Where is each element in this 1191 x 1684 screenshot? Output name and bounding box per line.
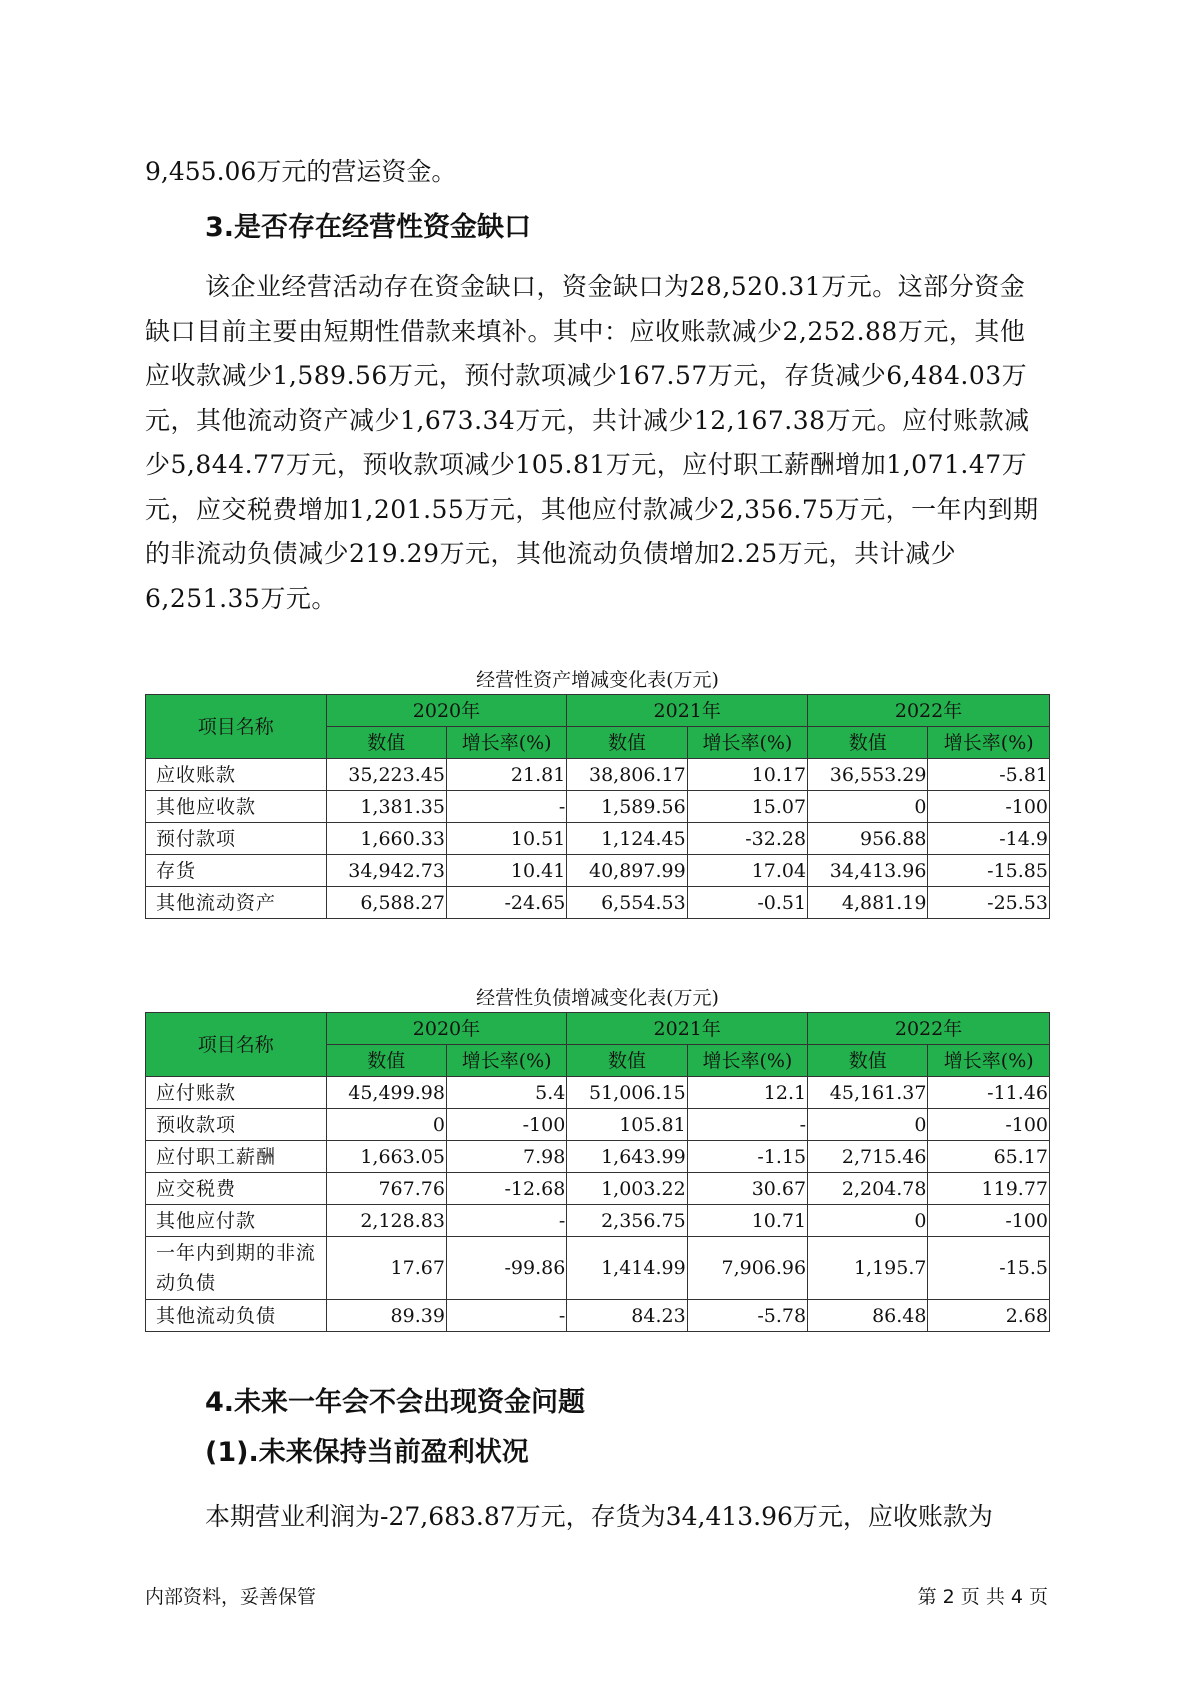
row-label: 其他应付款 bbox=[146, 1205, 327, 1237]
table-row bbox=[146, 1237, 1050, 1300]
year-header: 2020年 bbox=[326, 1013, 567, 1045]
table-cell: -99.86 bbox=[446, 1237, 566, 1300]
table-cell: 21.81 bbox=[446, 759, 566, 791]
table-cell: -0.51 bbox=[687, 887, 807, 919]
table-cell: 38,806.17 bbox=[567, 759, 687, 791]
table-row bbox=[146, 1077, 1050, 1109]
table-cell: 767.76 bbox=[326, 1173, 446, 1205]
item-name-header: 项目名称 bbox=[146, 1013, 327, 1077]
table-cell: 40,897.99 bbox=[567, 855, 687, 887]
table-cell: 2.68 bbox=[928, 1300, 1050, 1332]
table-cell: 119.77 bbox=[928, 1173, 1050, 1205]
table-cell: 2,128.83 bbox=[326, 1205, 446, 1237]
growth-header: 增长率(%) bbox=[687, 727, 807, 759]
row-label: 其他流动负债 bbox=[146, 1300, 327, 1332]
section4-subheading: (1).未来保持当前盈利状况 bbox=[205, 1437, 529, 1468]
table-cell: -15.5 bbox=[928, 1237, 1050, 1300]
growth-header: 增长率(%) bbox=[446, 1045, 566, 1077]
table-cell: 10.71 bbox=[687, 1205, 807, 1237]
row-label: 应付职工薪酬 bbox=[146, 1141, 327, 1173]
table-cell: 65.17 bbox=[928, 1141, 1050, 1173]
section3-paragraph: 该企业经营活动存在资金缺口，资金缺口为28,520.31万元。这部分资金缺口目前主要由短期性借款来填补。其中：应收账款减少2,252.88万元，其他应收款减少1,589.56万元，预付款项减少167.57万元，存货减少6,484.03万元，其他流动资产减少1,673.34万元，共计减少12,167.38万元。应付账款减少5,844.77万元，预收款项减少105.81万元，应付职工薪酬增加1,071.47万元，应交税费增加1,201.55万元，其他应付款减少2,356.75万元，一年内到期的非流动负债减少219.29万元，其他流动负债增加2.25万元，共计减少6,251.35万元。 bbox=[145, 272, 1039, 613]
table-cell: 51,006.15 bbox=[567, 1077, 687, 1109]
table-cell: 34,942.73 bbox=[326, 855, 446, 887]
table-row bbox=[146, 1141, 1050, 1173]
row-label: 存货 bbox=[146, 855, 327, 887]
table-cell: 1,589.56 bbox=[567, 791, 687, 823]
year-header: 2022年 bbox=[808, 1013, 1050, 1045]
row-label: 一年内到期的非流动负债 bbox=[146, 1237, 327, 1300]
value-header: 数值 bbox=[326, 727, 446, 759]
table-cell: 15.07 bbox=[687, 791, 807, 823]
table-cell: 105.81 bbox=[567, 1109, 687, 1141]
table-cell: 17.67 bbox=[326, 1237, 446, 1300]
year-header: 2021年 bbox=[567, 1013, 808, 1045]
table-cell: -24.65 bbox=[446, 887, 566, 919]
table-cell: 84.23 bbox=[567, 1300, 687, 1332]
value-header: 数值 bbox=[567, 727, 687, 759]
table-cell: 7,906.96 bbox=[687, 1237, 807, 1300]
year-header: 2020年 bbox=[326, 695, 567, 727]
table-cell: -1.15 bbox=[687, 1141, 807, 1173]
table-row bbox=[146, 759, 1050, 791]
table-row bbox=[146, 1205, 1050, 1237]
row-label: 应交税费 bbox=[146, 1173, 327, 1205]
table-cell: 89.39 bbox=[326, 1300, 446, 1332]
table-cell: 2,204.78 bbox=[808, 1173, 928, 1205]
table-cell: 1,643.99 bbox=[567, 1141, 687, 1173]
section4-paragraph: 本期营业利润为-27,683.87万元，存货为34,413.96万元，应收账款为 bbox=[205, 1502, 993, 1531]
table-row bbox=[146, 791, 1050, 823]
table-cell: -100 bbox=[928, 1205, 1050, 1237]
growth-header: 增长率(%) bbox=[446, 727, 566, 759]
row-label: 其他应收款 bbox=[146, 791, 327, 823]
table-cell: 4,881.19 bbox=[808, 887, 928, 919]
growth-header: 增长率(%) bbox=[687, 1045, 807, 1077]
page-number: 第 2 页 共 4 页 bbox=[917, 1586, 1048, 1608]
table-cell: 34,413.96 bbox=[808, 855, 928, 887]
growth-header: 增长率(%) bbox=[928, 1045, 1050, 1077]
table-cell: -100 bbox=[928, 1109, 1050, 1141]
table-cell: 1,660.33 bbox=[326, 823, 446, 855]
row-label: 应付账款 bbox=[146, 1077, 327, 1109]
table-cell: 1,003.22 bbox=[567, 1173, 687, 1205]
table-cell: 1,381.35 bbox=[326, 791, 446, 823]
row-label: 其他流动资产 bbox=[146, 887, 327, 919]
table-row bbox=[146, 1173, 1050, 1205]
table-cell: 0 bbox=[326, 1109, 446, 1141]
year-header: 2022年 bbox=[808, 695, 1050, 727]
table-row bbox=[146, 1300, 1050, 1332]
table-cell: 7.98 bbox=[446, 1141, 566, 1173]
table-cell: -5.81 bbox=[928, 759, 1050, 791]
table-row bbox=[146, 855, 1050, 887]
footer-note: 内部资料，妥善保管 bbox=[145, 1586, 317, 1608]
table-row bbox=[146, 823, 1050, 855]
table-cell: -32.28 bbox=[687, 823, 807, 855]
table-cell: 0 bbox=[808, 791, 928, 823]
table-cell: 6,588.27 bbox=[326, 887, 446, 919]
table-cell: -14.9 bbox=[928, 823, 1050, 855]
table-cell: 10.17 bbox=[687, 759, 807, 791]
table-cell: 6,554.53 bbox=[567, 887, 687, 919]
table-cell: 0 bbox=[808, 1205, 928, 1237]
table-cell: 10.41 bbox=[446, 855, 566, 887]
table-cell: 10.51 bbox=[446, 823, 566, 855]
table-cell: 36,553.29 bbox=[808, 759, 928, 791]
table-cell: -11.46 bbox=[928, 1077, 1050, 1109]
intro-text: 9,455.06万元的营运资金。 bbox=[145, 157, 457, 186]
table-cell: -100 bbox=[446, 1109, 566, 1141]
table-cell: -25.53 bbox=[928, 887, 1050, 919]
row-label: 预付款项 bbox=[146, 823, 327, 855]
row-label: 预收款项 bbox=[146, 1109, 327, 1141]
table-cell: 1,124.45 bbox=[567, 823, 687, 855]
section3-heading: 3.是否存在经营性资金缺口 bbox=[205, 212, 532, 243]
table-cell: 5.4 bbox=[446, 1077, 566, 1109]
table-cell: 1,663.05 bbox=[326, 1141, 446, 1173]
table-cell: 45,499.98 bbox=[326, 1077, 446, 1109]
table-cell: 956.88 bbox=[808, 823, 928, 855]
table-cell: 45,161.37 bbox=[808, 1077, 928, 1109]
table-cell: 86.48 bbox=[808, 1300, 928, 1332]
year-header: 2021年 bbox=[567, 695, 808, 727]
asset-table-caption: 经营性资产增减变化表(万元) bbox=[476, 669, 719, 691]
table-cell: 35,223.45 bbox=[326, 759, 446, 791]
value-header: 数值 bbox=[808, 727, 928, 759]
value-header: 数值 bbox=[808, 1045, 928, 1077]
asset-table bbox=[145, 694, 1050, 919]
table-cell: 2,715.46 bbox=[808, 1141, 928, 1173]
table-cell: 2,356.75 bbox=[567, 1205, 687, 1237]
liability-table bbox=[145, 1012, 1050, 1332]
table-row bbox=[146, 1109, 1050, 1141]
table-cell: -12.68 bbox=[446, 1173, 566, 1205]
table-cell: - bbox=[687, 1109, 807, 1141]
table-cell: -5.78 bbox=[687, 1300, 807, 1332]
table-cell: 0 bbox=[808, 1109, 928, 1141]
item-name-header: 项目名称 bbox=[146, 695, 327, 759]
table-row bbox=[146, 887, 1050, 919]
section4-heading: 4.未来一年会不会出现资金问题 bbox=[205, 1387, 586, 1418]
liability-table-caption: 经营性负债增减变化表(万元) bbox=[476, 987, 719, 1009]
table-cell: - bbox=[446, 1205, 566, 1237]
table-cell: 12.1 bbox=[687, 1077, 807, 1109]
row-label: 应收账款 bbox=[146, 759, 327, 791]
table-cell: 1,195.7 bbox=[808, 1237, 928, 1300]
value-header: 数值 bbox=[567, 1045, 687, 1077]
table-cell: -15.85 bbox=[928, 855, 1050, 887]
growth-header: 增长率(%) bbox=[928, 727, 1050, 759]
table-cell: 17.04 bbox=[687, 855, 807, 887]
value-header: 数值 bbox=[326, 1045, 446, 1077]
table-cell: 1,414.99 bbox=[567, 1237, 687, 1300]
table-cell: 30.67 bbox=[687, 1173, 807, 1205]
table-cell: - bbox=[446, 791, 566, 823]
table-cell: - bbox=[446, 1300, 566, 1332]
table-cell: -100 bbox=[928, 791, 1050, 823]
